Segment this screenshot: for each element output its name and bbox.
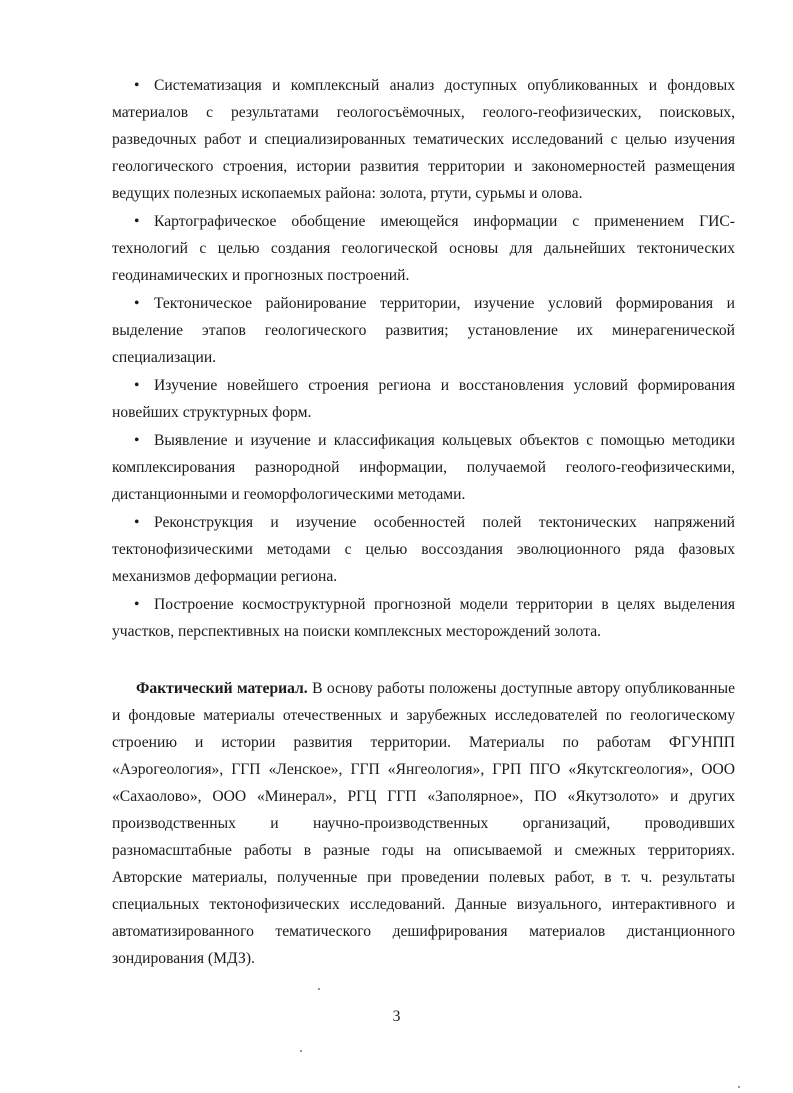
list-item-text: Выявление и изучение и классификация кольцевых объектов с помощью методики комплексирования разнородной информации, получаемой геолого-геофизическими, дистанционными и геоморфологическими методами. (112, 432, 735, 503)
bullet-icon: • (134, 596, 140, 613)
page-number: 3 (392, 1008, 401, 1025)
list-item-text: Тектоническое районирование территории, изучение условий формирования и выделение этапов геологического развития; установление их минерагенической специализации. (112, 295, 735, 366)
list-item (112, 372, 735, 426)
list-item (112, 72, 735, 207)
list-item-text: Построение космоструктурной прогнозной модели территории в целях выделения участков, перспективных на поиски комплексных месторождений золота. (112, 596, 735, 640)
bullet-icon: • (134, 377, 140, 394)
list-item-text: Картографическое обобщение имеющейся информации с применением ГИС-технологий с целью создания геологической основы для дальнейших тектонических геодинамических и прогнозных построений. (112, 213, 735, 284)
objectives-list (112, 72, 735, 645)
list-item (112, 591, 735, 645)
bullet-icon: • (134, 514, 140, 531)
list-item (112, 427, 735, 508)
bullet-icon: • (134, 295, 140, 312)
bullet-icon: • (134, 77, 140, 94)
scan-speck (318, 988, 320, 990)
bullet-icon: • (134, 432, 140, 449)
scan-speck (738, 1086, 740, 1088)
list-item-text: Реконструкция и изучение особенностей полей тектонических напряжений тектонофизическими методами с целью воссоздания эволюционного ряда фазовых механизмов деформации региона. (112, 514, 735, 585)
list-item-text: Изучение новейшего строения региона и восстановления условий формирования новейших структурных форм. (112, 377, 735, 421)
factual-material-paragraph (112, 675, 735, 972)
list-item (112, 290, 735, 371)
section-heading: Фактический материал. (136, 680, 308, 697)
list-item (112, 509, 735, 590)
bullet-icon: • (134, 213, 140, 230)
section-body: В основу работы положены доступные автору опубликованные и фондовые материалы отечественных и зарубежных исследователей по геологическому строению и истории развития территории. Материалы по работам ФГУНПП «Аэрогеология», ГГП «Ленское», ГГП «Янгеология», ГРП ПГО «Якутскгеология», ООО «Сахаолово», ООО «Минерал», РГЦ ГГП «Заполярное», ПО «Якутзолото» и других производственных и научно-производственных организаций, проводивших разномасштабные работы в разные годы на описываемой и смежных территориях. Авторские материалы, полученные при проведении полевых работ, в т. ч. результаты специальных тектонофизических исследований. Данные визуального, интерактивного и автоматизированного тематического дешифрирования материалов дистанционного зондирования (МДЗ). (112, 680, 735, 967)
list-item-text: Систематизация и комплексный анализ доступных опубликованных и фондовых материалов с результатами геологосъёмочных, геолого-геофизических, поисковых, разведочных работ и специализированных тематических исследований с целью изучения геологического строения, истории развития территории и закономерностей размещения ведущих полезных ископаемых района: золота, ртути, сурьмы и олова. (112, 77, 735, 202)
list-item (112, 208, 735, 289)
scan-speck (300, 1050, 302, 1052)
